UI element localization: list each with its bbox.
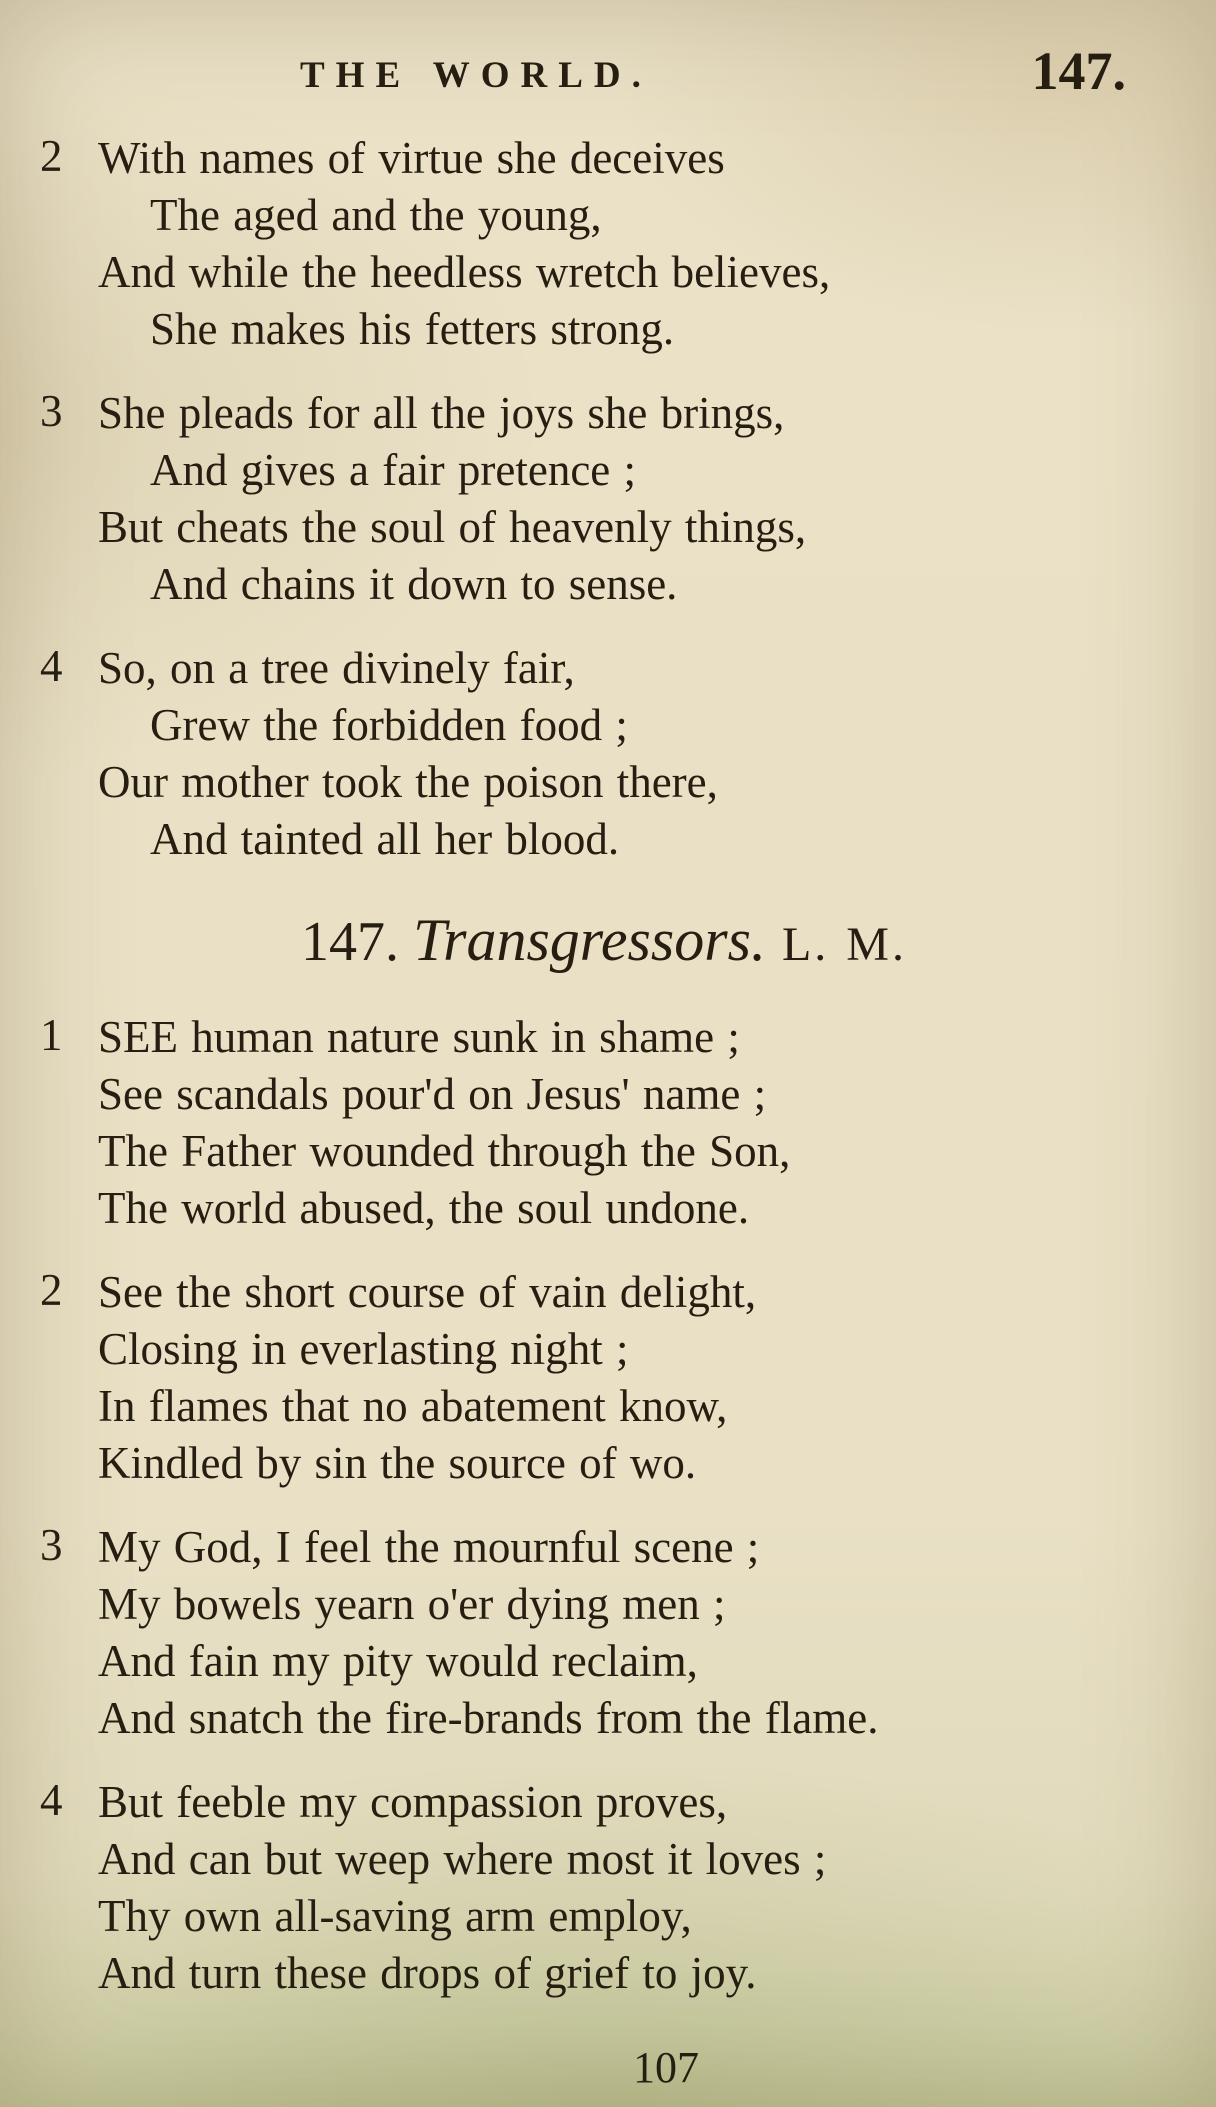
verse-line: So, on a tree divinely fair, <box>98 643 575 693</box>
hymn-title: Transgressors. <box>413 907 766 973</box>
verse-line: And turn these drops of grief to joy. <box>98 1948 757 1998</box>
verse-line: SEE human nature sunk in shame ; <box>98 1012 740 1062</box>
page-footer <box>0 2042 1216 2093</box>
verse-line: And can but weep where most it loves ; <box>98 1834 827 1884</box>
verse-line: And fain my pity would reclaim, <box>98 1636 698 1686</box>
verse <box>38 640 1170 868</box>
verse-number: 3 <box>40 1520 63 1570</box>
page-number-top: 147. <box>1031 41 1126 101</box>
hymn-number: 147. <box>301 911 400 973</box>
running-header: THE WORLD. <box>300 55 652 96</box>
verse-line: With names of virtue she deceives <box>98 133 725 183</box>
verse-line: My God, I feel the mournful scene ; <box>98 1522 760 1572</box>
hymn-heading <box>38 902 1170 983</box>
verse-line: She makes his fetters strong. <box>150 304 675 354</box>
verse <box>38 1009 1170 1237</box>
verse-number: 4 <box>40 641 63 691</box>
verse-line: See scandals pour'd on Jesus' name ; <box>98 1069 767 1119</box>
verse-line: Kindled by sin the source of wo. <box>98 1438 697 1488</box>
verse-line: Thy own all-saving arm employ, <box>98 1891 692 1941</box>
verse-line: My bowels yearn o'er dying men ; <box>98 1579 726 1629</box>
verse-line: And gives a fair pretence ; <box>150 445 637 495</box>
verse-line: Grew the forbidden food ; <box>150 700 628 750</box>
verse-line: She pleads for all the joys she brings, <box>98 388 785 438</box>
verse-line: The aged and the young, <box>150 190 602 240</box>
verse-line: And while the heedless wretch believes, <box>98 247 831 297</box>
verse-number: 3 <box>40 386 63 436</box>
verse-number: 2 <box>40 131 63 181</box>
verse-line: In flames that no abatement know, <box>98 1381 728 1431</box>
hymn-meter: L. M. <box>781 918 907 971</box>
verse-line: The world abused, the soul undone. <box>98 1183 750 1233</box>
verse-line: But cheats the soul of heavenly things, <box>98 502 807 552</box>
verse-line: But feeble my compassion proves, <box>98 1777 728 1827</box>
page-content <box>38 130 1170 2002</box>
verse-line: And chains it down to sense. <box>150 559 678 609</box>
page-number-bottom: 107 <box>633 2043 699 2092</box>
verse-line: Our mother took the poison there, <box>98 757 718 807</box>
verse-line: See the short course of vain delight, <box>98 1267 757 1317</box>
verse <box>38 130 1170 358</box>
verse-number: 1 <box>40 1010 63 1060</box>
verse-number: 4 <box>40 1775 63 1825</box>
page-header <box>38 40 1170 124</box>
verse-line: The Father wounded through the Son, <box>98 1126 791 1176</box>
verse-line: And tainted all her blood. <box>150 814 620 864</box>
verse <box>38 1774 1170 2002</box>
verse-line: Closing in everlasting night ; <box>98 1324 629 1374</box>
verse-number: 2 <box>40 1265 63 1315</box>
verse <box>38 1519 1170 1747</box>
verse <box>38 1264 1170 1492</box>
verse <box>38 385 1170 613</box>
verse-line: And snatch the fire-brands from the flame. <box>98 1693 879 1743</box>
